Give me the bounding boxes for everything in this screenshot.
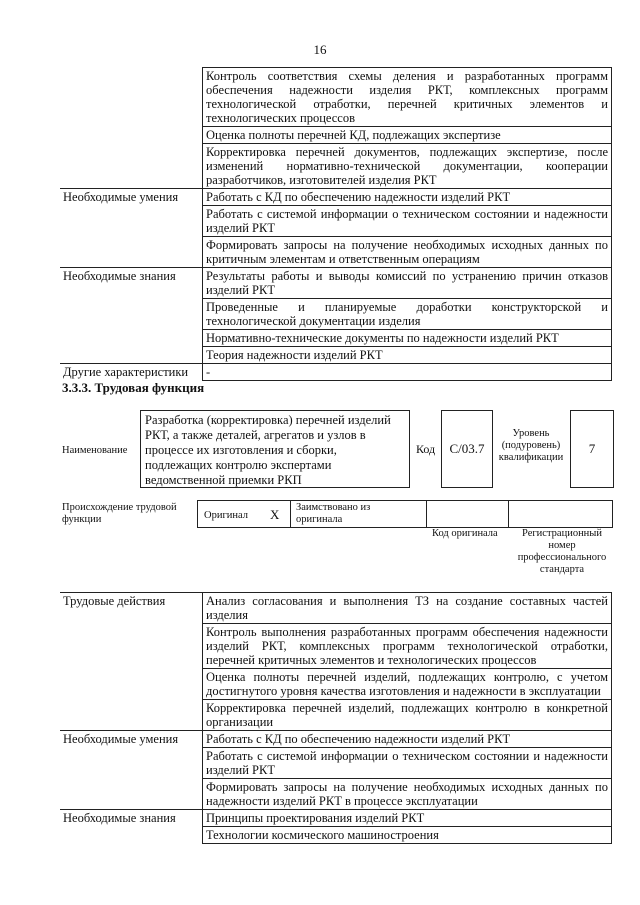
table-row bbox=[60, 189, 612, 206]
function-name-box bbox=[140, 410, 410, 488]
row-label: Необходимые умения bbox=[60, 731, 203, 810]
row-value: - bbox=[203, 364, 612, 381]
table-row bbox=[60, 593, 612, 624]
row-value: Теория надежности изделий РКТ bbox=[203, 347, 612, 364]
row-value: Корректировка перечней изделий, подлежащих контролю в конкретной организации bbox=[203, 700, 612, 731]
row-value: Формировать запросы на получение необходимых исходных данных по надежности изделий РКТ в процессе эксплуатации bbox=[203, 779, 612, 810]
row-value: Формировать запросы на получение необходимых исходных данных по критичным элементам и ответственным операциям bbox=[203, 237, 612, 268]
table-row bbox=[60, 268, 612, 299]
row-value: Результаты работы и выводы комиссий по устранению причин отказов изделий РКТ bbox=[203, 268, 612, 299]
row-value: Контроль соответствия схемы деления и разработанных программ обеспечения надежности изделия РКТ, комплексных программ технологической отработки, перечней критичных элементов и технологических процессов bbox=[203, 68, 612, 127]
origin-row bbox=[197, 500, 613, 528]
row-value: Работать с системой информации о техническом состоянии и надежности изделий РКТ bbox=[203, 748, 612, 779]
borrowed-label: Заимствовано из оригинала bbox=[296, 502, 371, 525]
table-row bbox=[60, 364, 612, 381]
original-mark: X bbox=[270, 507, 280, 522]
row-value: Принципы проектирования изделий РКТ bbox=[203, 810, 612, 827]
table-row bbox=[60, 68, 612, 127]
row-label: Необходимые знания bbox=[60, 268, 203, 364]
row-value: Контроль выполнения разработанных программ обеспечения надежности изделий РКТ, комплексных программ технологической отработки, перечней критичных элементов и технологических процессов bbox=[203, 624, 612, 669]
top-requirements-table bbox=[60, 67, 612, 381]
bottom-requirements-table bbox=[60, 592, 612, 844]
section-heading: 3.3.3. Трудовая функция bbox=[62, 380, 205, 395]
name-label: Наименование bbox=[62, 445, 128, 456]
origin-divider-3 bbox=[508, 501, 509, 527]
row-value: Работать с КД по обеспечению надежности изделий РКТ bbox=[203, 189, 612, 206]
row-label: Трудовые действия bbox=[60, 593, 203, 731]
page-number: 16 bbox=[313, 42, 327, 57]
row-value: Работать с КД по обеспечению надежности изделий РКТ bbox=[203, 731, 612, 748]
row-label: Другие характеристики bbox=[60, 364, 203, 381]
row-label: Необходимые знания bbox=[60, 810, 203, 844]
row-value: Корректировка перечней документов, подлежащих экспертизе, после изменений нормативно-технической документации, кооперации разработчиков, изготовителей изделия РКТ bbox=[203, 144, 612, 189]
row-label bbox=[60, 68, 203, 189]
row-value: Анализ согласования и выполнения ТЗ на создание составных частей изделия bbox=[203, 593, 612, 624]
row-value: Работать с системой информации о техническом состоянии и надежности изделий РКТ bbox=[203, 206, 612, 237]
reg-number-caption: Регистрационный номер профессионального стандарта bbox=[517, 528, 607, 575]
row-value: Нормативно-технические документы по надежности изделий РКТ bbox=[203, 330, 612, 347]
level-value: 7 bbox=[588, 441, 596, 456]
origin-code-caption: Код оригинала bbox=[432, 528, 498, 539]
original-label: Оригинал bbox=[204, 510, 248, 521]
row-value: Проведенные и планируемые доработки конструкторской и технологической документации изделия bbox=[203, 299, 612, 330]
row-value: Оценка полноты перечней КД, подлежащих экспертизе bbox=[203, 127, 612, 144]
code-value: С/03.7 bbox=[449, 441, 485, 456]
code-label: Код bbox=[416, 442, 436, 456]
origin-divider-1 bbox=[290, 501, 291, 527]
table-row bbox=[60, 810, 612, 827]
row-value: Технологии космического машиностроения bbox=[203, 827, 612, 844]
function-name-value: Разработка (корректировка) перечней изделий РКТ, а также деталей, агрегатов и узлов в процессе их изготовления и сборки, подлежащих контролю экспертами ведомственной приемки РКП bbox=[145, 413, 391, 487]
origin-divider-2 bbox=[426, 501, 427, 527]
level-box bbox=[570, 410, 614, 488]
level-label: Уровень (подуровень) квалификации bbox=[498, 428, 564, 463]
row-value: Оценка полноты перечней изделий, подлежащих контролю, с учетом достигнутого уровня качества изготовления и надежности в эксплуатации bbox=[203, 669, 612, 700]
code-box bbox=[441, 410, 493, 488]
origin-label: Происхождение трудовой функции bbox=[62, 502, 177, 525]
table-row bbox=[60, 731, 612, 748]
row-label: Необходимые умения bbox=[60, 189, 203, 268]
